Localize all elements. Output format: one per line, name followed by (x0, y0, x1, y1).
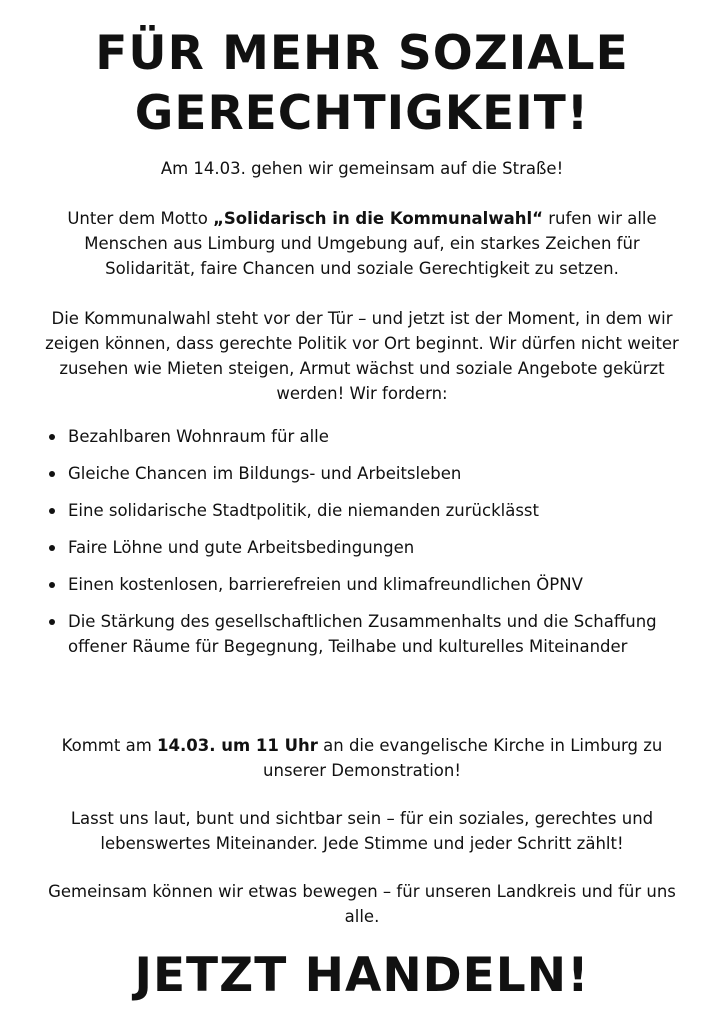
page-title (0, 24, 724, 144)
motto-pre: Unter dem Motto (67, 209, 214, 228)
list-item: Faire Löhne und gute Arbeitsbedingungen (46, 535, 686, 560)
closing-paragraph: Gemeinsam können wir etwas bewegen – für unseren Landkreis und für uns alle. (48, 882, 676, 926)
meeting-post: an die evangelische Kirche in Limburg zu unserer Demonstration! (263, 736, 663, 780)
meeting-pre: Kommt am (61, 736, 158, 755)
motto-bold: „Solidarisch in die Kommunalwahl“ (213, 209, 543, 228)
title-line-1: FÜR MEHR SOZIALE (95, 26, 629, 81)
list-item: Die Stärkung des gesellschaftlichen Zusammenhalts und die Schaffung offener Räume für Begegnung, Teilhabe und kulturelles Miteinander (46, 609, 686, 659)
list-item: Eine solidarische Stadtpolitik, die niemanden zurücklässt (46, 498, 686, 523)
demands-list (46, 424, 686, 671)
footer-slogan: JETZT HANDELN! (134, 948, 590, 1003)
list-item: Einen kostenlosen, barrierefreien und klimafreundlichen ÖPNV (46, 572, 686, 597)
motto-paragraph (40, 206, 684, 281)
meeting-paragraph (40, 733, 684, 783)
intro-text: Am 14.03. gehen wir gemeinsam auf die Straße! (160, 159, 564, 178)
list-item: Gleiche Chancen im Bildungs- und Arbeitsleben (46, 461, 686, 486)
motto-post: rufen wir alle Menschen aus Limburg und Umgebung auf, ein starkes Zeichen für Solidarität, faire Chancen und soziale Gerechtigkeit zu setzen. (84, 209, 657, 278)
appeal-paragraph: Lasst uns laut, bunt und sichtbar sein – für ein soziales, gerechtes und lebenswertes Miteinander. Jede Stimme und jeder Schritt zählt! (70, 809, 654, 853)
meeting-bold: 14.03. um 11 Uhr (157, 736, 318, 755)
list-item: Bezahlbaren Wohnraum für alle (46, 424, 686, 449)
title-line-2: GERECHTIGKEIT! (134, 86, 590, 141)
election-paragraph: Die Kommunalwahl steht vor der Tür – und jetzt ist der Moment, in dem wir zeigen können, dass gerechte Politik vor Ort beginnt. Wir dürfen nicht weiter zusehen wie Mieten steigen, Armut wächst und soziale Angebote gekürzt werden! Wir fordern: (45, 309, 679, 403)
